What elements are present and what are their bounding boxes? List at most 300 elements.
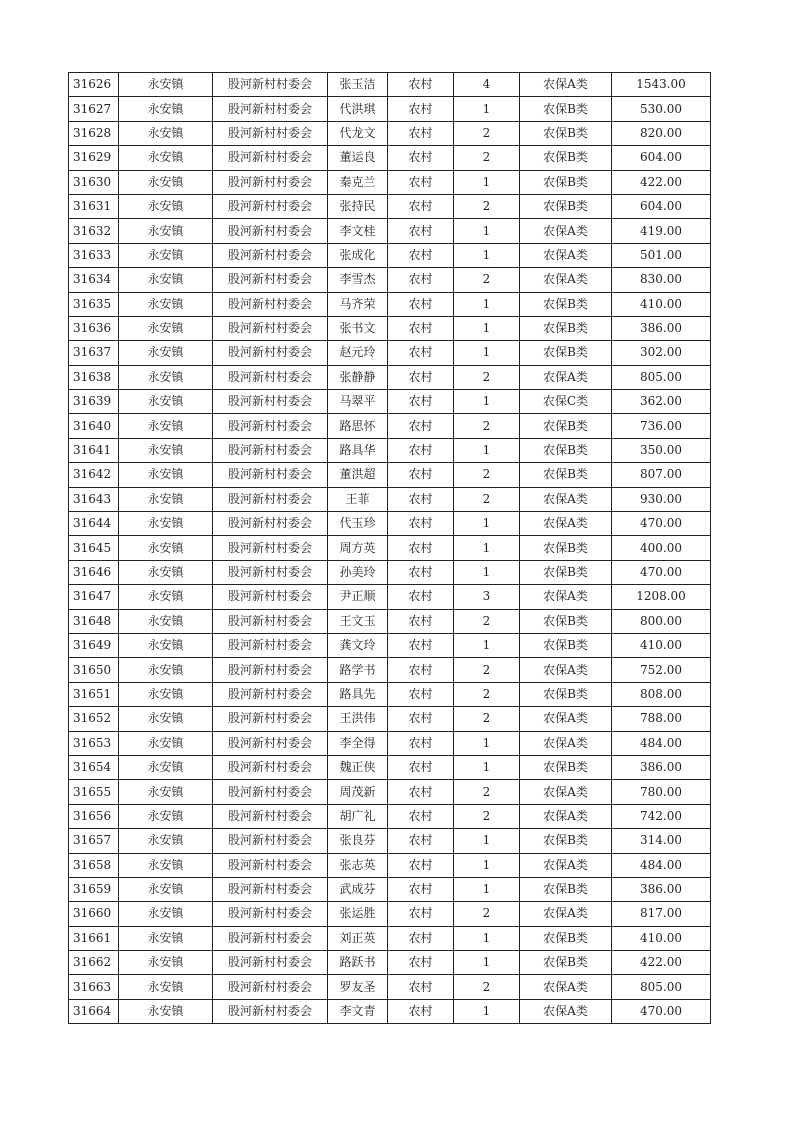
- village-committee-cell: 股河新村村委会: [213, 170, 328, 194]
- insurance-category-cell: 农保A类: [520, 804, 612, 828]
- insurance-category-cell: 农保A类: [520, 902, 612, 926]
- town-cell: 永安镇: [119, 951, 213, 975]
- record-id-cell: 31634: [69, 268, 119, 292]
- village-committee-cell: 股河新村村委会: [213, 341, 328, 365]
- insurance-category-cell: 农保A类: [520, 73, 612, 97]
- village-committee-cell: 股河新村村委会: [213, 390, 328, 414]
- record-id-cell: 31662: [69, 951, 119, 975]
- residence-type-cell: 农村: [388, 975, 454, 999]
- table-row: [69, 682, 711, 706]
- village-committee-cell: 股河新村村委会: [213, 438, 328, 462]
- amount-cell: 530.00: [612, 97, 711, 121]
- town-cell: 永安镇: [119, 121, 213, 145]
- household-size-cell: 2: [454, 414, 520, 438]
- insurance-category-cell: 农保B类: [520, 438, 612, 462]
- residence-type-cell: 农村: [388, 512, 454, 536]
- insurance-category-cell: 农保B类: [520, 194, 612, 218]
- town-cell: 永安镇: [119, 926, 213, 950]
- residence-type-cell: 农村: [388, 560, 454, 584]
- insurance-category-cell: 农保B类: [520, 170, 612, 194]
- record-id-cell: 31629: [69, 146, 119, 170]
- table-row: [69, 804, 711, 828]
- person-name-cell: 刘正英: [328, 926, 388, 950]
- table-row: [69, 243, 711, 267]
- household-size-cell: 2: [454, 463, 520, 487]
- amount-cell: 604.00: [612, 146, 711, 170]
- village-committee-cell: 股河新村村委会: [213, 902, 328, 926]
- insurance-category-cell: 农保B类: [520, 316, 612, 340]
- village-committee-cell: 股河新村村委会: [213, 146, 328, 170]
- table-row: [69, 853, 711, 877]
- village-committee-cell: 股河新村村委会: [213, 951, 328, 975]
- amount-cell: 780.00: [612, 780, 711, 804]
- record-id-cell: 31636: [69, 316, 119, 340]
- table-row: [69, 731, 711, 755]
- insurance-category-cell: 农保B类: [520, 877, 612, 901]
- residence-type-cell: 农村: [388, 853, 454, 877]
- record-id-cell: 31655: [69, 780, 119, 804]
- household-size-cell: 1: [454, 219, 520, 243]
- amount-cell: 930.00: [612, 487, 711, 511]
- household-size-cell: 3: [454, 585, 520, 609]
- household-size-cell: 2: [454, 902, 520, 926]
- record-id-cell: 31640: [69, 414, 119, 438]
- town-cell: 永安镇: [119, 902, 213, 926]
- person-name-cell: 李文桂: [328, 219, 388, 243]
- insurance-category-cell: 农保B类: [520, 633, 612, 657]
- village-committee-cell: 股河新村村委会: [213, 609, 328, 633]
- record-id-cell: 31653: [69, 731, 119, 755]
- record-id-cell: 31657: [69, 829, 119, 853]
- village-committee-cell: 股河新村村委会: [213, 292, 328, 316]
- household-size-cell: 1: [454, 97, 520, 121]
- town-cell: 永安镇: [119, 731, 213, 755]
- table-row: [69, 902, 711, 926]
- benefit-roster-table: [68, 72, 711, 1024]
- insurance-category-cell: 农保A类: [520, 243, 612, 267]
- table-row: [69, 268, 711, 292]
- village-committee-cell: 股河新村村委会: [213, 268, 328, 292]
- person-name-cell: 张静静: [328, 365, 388, 389]
- village-committee-cell: 股河新村村委会: [213, 219, 328, 243]
- insurance-category-cell: 农保B类: [520, 463, 612, 487]
- table-row: [69, 365, 711, 389]
- insurance-category-cell: 农保A类: [520, 853, 612, 877]
- table-row: [69, 463, 711, 487]
- person-name-cell: 代龙文: [328, 121, 388, 145]
- village-committee-cell: 股河新村村委会: [213, 73, 328, 97]
- village-committee-cell: 股河新村村委会: [213, 512, 328, 536]
- residence-type-cell: 农村: [388, 414, 454, 438]
- residence-type-cell: 农村: [388, 170, 454, 194]
- amount-cell: 501.00: [612, 243, 711, 267]
- household-size-cell: 2: [454, 194, 520, 218]
- insurance-category-cell: 农保B类: [520, 829, 612, 853]
- town-cell: 永安镇: [119, 853, 213, 877]
- household-size-cell: 1: [454, 438, 520, 462]
- amount-cell: 817.00: [612, 902, 711, 926]
- person-name-cell: 周方英: [328, 536, 388, 560]
- amount-cell: 386.00: [612, 755, 711, 779]
- residence-type-cell: 农村: [388, 316, 454, 340]
- residence-type-cell: 农村: [388, 487, 454, 511]
- person-name-cell: 魏正侠: [328, 755, 388, 779]
- person-name-cell: 王菲: [328, 487, 388, 511]
- table-row: [69, 414, 711, 438]
- person-name-cell: 代洪琪: [328, 97, 388, 121]
- town-cell: 永安镇: [119, 755, 213, 779]
- household-size-cell: 1: [454, 877, 520, 901]
- town-cell: 永安镇: [119, 487, 213, 511]
- amount-cell: 808.00: [612, 682, 711, 706]
- table-row: [69, 829, 711, 853]
- record-id-cell: 31664: [69, 999, 119, 1023]
- person-name-cell: 王洪伟: [328, 707, 388, 731]
- household-size-cell: 2: [454, 146, 520, 170]
- village-committee-cell: 股河新村村委会: [213, 707, 328, 731]
- village-committee-cell: 股河新村村委会: [213, 97, 328, 121]
- village-committee-cell: 股河新村村委会: [213, 194, 328, 218]
- table-row: [69, 438, 711, 462]
- amount-cell: 422.00: [612, 951, 711, 975]
- insurance-category-cell: 农保B类: [520, 97, 612, 121]
- amount-cell: 410.00: [612, 926, 711, 950]
- town-cell: 永安镇: [119, 804, 213, 828]
- residence-type-cell: 农村: [388, 463, 454, 487]
- town-cell: 永安镇: [119, 536, 213, 560]
- person-name-cell: 孙美玲: [328, 560, 388, 584]
- person-name-cell: 张志英: [328, 853, 388, 877]
- amount-cell: 800.00: [612, 609, 711, 633]
- insurance-category-cell: 农保C类: [520, 390, 612, 414]
- amount-cell: 807.00: [612, 463, 711, 487]
- town-cell: 永安镇: [119, 194, 213, 218]
- household-size-cell: 1: [454, 243, 520, 267]
- village-committee-cell: 股河新村村委会: [213, 633, 328, 657]
- household-size-cell: 2: [454, 121, 520, 145]
- insurance-category-cell: 农保B类: [520, 121, 612, 145]
- village-committee-cell: 股河新村村委会: [213, 658, 328, 682]
- record-id-cell: 31651: [69, 682, 119, 706]
- amount-cell: 484.00: [612, 853, 711, 877]
- insurance-category-cell: 农保A类: [520, 512, 612, 536]
- town-cell: 永安镇: [119, 341, 213, 365]
- village-committee-cell: 股河新村村委会: [213, 853, 328, 877]
- residence-type-cell: 农村: [388, 365, 454, 389]
- amount-cell: 752.00: [612, 658, 711, 682]
- table-row: [69, 926, 711, 950]
- insurance-category-cell: 农保B类: [520, 682, 612, 706]
- insurance-category-cell: 农保A类: [520, 365, 612, 389]
- town-cell: 永安镇: [119, 414, 213, 438]
- town-cell: 永安镇: [119, 463, 213, 487]
- town-cell: 永安镇: [119, 707, 213, 731]
- table-row: [69, 560, 711, 584]
- person-name-cell: 李全得: [328, 731, 388, 755]
- household-size-cell: 1: [454, 560, 520, 584]
- person-name-cell: 胡广礼: [328, 804, 388, 828]
- village-committee-cell: 股河新村村委会: [213, 121, 328, 145]
- record-id-cell: 31635: [69, 292, 119, 316]
- village-committee-cell: 股河新村村委会: [213, 585, 328, 609]
- person-name-cell: 代玉珍: [328, 512, 388, 536]
- village-committee-cell: 股河新村村委会: [213, 414, 328, 438]
- insurance-category-cell: 农保A类: [520, 731, 612, 755]
- record-id-cell: 31638: [69, 365, 119, 389]
- person-name-cell: 罗友圣: [328, 975, 388, 999]
- insurance-category-cell: 农保B类: [520, 609, 612, 633]
- table-row: [69, 877, 711, 901]
- household-size-cell: 2: [454, 780, 520, 804]
- person-name-cell: 赵元玲: [328, 341, 388, 365]
- record-id-cell: 31627: [69, 97, 119, 121]
- record-id-cell: 31649: [69, 633, 119, 657]
- amount-cell: 314.00: [612, 829, 711, 853]
- amount-cell: 1208.00: [612, 585, 711, 609]
- town-cell: 永安镇: [119, 268, 213, 292]
- village-committee-cell: 股河新村村委会: [213, 243, 328, 267]
- table-row: [69, 512, 711, 536]
- record-id-cell: 31639: [69, 390, 119, 414]
- table-row: [69, 316, 711, 340]
- person-name-cell: 马齐荣: [328, 292, 388, 316]
- amount-cell: 470.00: [612, 512, 711, 536]
- amount-cell: 422.00: [612, 170, 711, 194]
- amount-cell: 302.00: [612, 341, 711, 365]
- person-name-cell: 秦克兰: [328, 170, 388, 194]
- record-id-cell: 31652: [69, 707, 119, 731]
- table-row: [69, 390, 711, 414]
- person-name-cell: 张书文: [328, 316, 388, 340]
- table-row: [69, 780, 711, 804]
- record-id-cell: 31659: [69, 877, 119, 901]
- table-row: [69, 341, 711, 365]
- village-committee-cell: 股河新村村委会: [213, 365, 328, 389]
- town-cell: 永安镇: [119, 73, 213, 97]
- amount-cell: 805.00: [612, 365, 711, 389]
- record-id-cell: 31654: [69, 755, 119, 779]
- insurance-category-cell: 农保A类: [520, 487, 612, 511]
- town-cell: 永安镇: [119, 585, 213, 609]
- table-row: [69, 487, 711, 511]
- table-row: [69, 658, 711, 682]
- residence-type-cell: 农村: [388, 97, 454, 121]
- household-size-cell: 1: [454, 512, 520, 536]
- amount-cell: 805.00: [612, 975, 711, 999]
- town-cell: 永安镇: [119, 512, 213, 536]
- insurance-category-cell: 农保B类: [520, 146, 612, 170]
- household-size-cell: 1: [454, 316, 520, 340]
- table-row: [69, 292, 711, 316]
- village-committee-cell: 股河新村村委会: [213, 560, 328, 584]
- household-size-cell: 1: [454, 536, 520, 560]
- insurance-category-cell: 农保B类: [520, 536, 612, 560]
- record-id-cell: 31645: [69, 536, 119, 560]
- residence-type-cell: 农村: [388, 243, 454, 267]
- insurance-category-cell: 农保B类: [520, 292, 612, 316]
- village-committee-cell: 股河新村村委会: [213, 682, 328, 706]
- insurance-category-cell: 农保A类: [520, 975, 612, 999]
- household-size-cell: 2: [454, 707, 520, 731]
- amount-cell: 400.00: [612, 536, 711, 560]
- table-row: [69, 73, 711, 97]
- insurance-category-cell: 农保A类: [520, 707, 612, 731]
- household-size-cell: 1: [454, 829, 520, 853]
- residence-type-cell: 农村: [388, 536, 454, 560]
- table-row: [69, 975, 711, 999]
- amount-cell: 419.00: [612, 219, 711, 243]
- household-size-cell: 2: [454, 658, 520, 682]
- record-id-cell: 31633: [69, 243, 119, 267]
- village-committee-cell: 股河新村村委会: [213, 487, 328, 511]
- amount-cell: 386.00: [612, 316, 711, 340]
- residence-type-cell: 农村: [388, 121, 454, 145]
- amount-cell: 410.00: [612, 633, 711, 657]
- record-id-cell: 31663: [69, 975, 119, 999]
- person-name-cell: 张玉洁: [328, 73, 388, 97]
- table-row: [69, 951, 711, 975]
- amount-cell: 742.00: [612, 804, 711, 828]
- village-committee-cell: 股河新村村委会: [213, 975, 328, 999]
- residence-type-cell: 农村: [388, 194, 454, 218]
- village-committee-cell: 股河新村村委会: [213, 755, 328, 779]
- amount-cell: 484.00: [612, 731, 711, 755]
- residence-type-cell: 农村: [388, 829, 454, 853]
- record-id-cell: 31660: [69, 902, 119, 926]
- residence-type-cell: 农村: [388, 73, 454, 97]
- household-size-cell: 1: [454, 755, 520, 779]
- insurance-category-cell: 农保B类: [520, 926, 612, 950]
- person-name-cell: 尹正顺: [328, 585, 388, 609]
- town-cell: 永安镇: [119, 146, 213, 170]
- record-id-cell: 31632: [69, 219, 119, 243]
- amount-cell: 470.00: [612, 999, 711, 1023]
- household-size-cell: 2: [454, 975, 520, 999]
- amount-cell: 386.00: [612, 877, 711, 901]
- household-size-cell: 1: [454, 341, 520, 365]
- household-size-cell: 1: [454, 633, 520, 657]
- town-cell: 永安镇: [119, 219, 213, 243]
- town-cell: 永安镇: [119, 97, 213, 121]
- household-size-cell: 1: [454, 951, 520, 975]
- table-row: [69, 170, 711, 194]
- record-id-cell: 31626: [69, 73, 119, 97]
- town-cell: 永安镇: [119, 633, 213, 657]
- table-row: [69, 707, 711, 731]
- household-size-cell: 1: [454, 999, 520, 1023]
- record-id-cell: 31641: [69, 438, 119, 462]
- household-size-cell: 2: [454, 804, 520, 828]
- town-cell: 永安镇: [119, 316, 213, 340]
- household-size-cell: 1: [454, 170, 520, 194]
- record-id-cell: 31658: [69, 853, 119, 877]
- insurance-category-cell: 农保B类: [520, 414, 612, 438]
- residence-type-cell: 农村: [388, 609, 454, 633]
- amount-cell: 470.00: [612, 560, 711, 584]
- record-id-cell: 31630: [69, 170, 119, 194]
- town-cell: 永安镇: [119, 560, 213, 584]
- residence-type-cell: 农村: [388, 999, 454, 1023]
- residence-type-cell: 农村: [388, 902, 454, 926]
- record-id-cell: 31646: [69, 560, 119, 584]
- residence-type-cell: 农村: [388, 438, 454, 462]
- household-size-cell: 1: [454, 853, 520, 877]
- insurance-category-cell: 农保B类: [520, 341, 612, 365]
- table-row: [69, 609, 711, 633]
- town-cell: 永安镇: [119, 780, 213, 804]
- person-name-cell: 路跃书: [328, 951, 388, 975]
- amount-cell: 820.00: [612, 121, 711, 145]
- table-row: [69, 999, 711, 1023]
- record-id-cell: 31647: [69, 585, 119, 609]
- record-id-cell: 31642: [69, 463, 119, 487]
- person-name-cell: 王文玉: [328, 609, 388, 633]
- person-name-cell: 路学书: [328, 658, 388, 682]
- residence-type-cell: 农村: [388, 780, 454, 804]
- residence-type-cell: 农村: [388, 682, 454, 706]
- record-id-cell: 31661: [69, 926, 119, 950]
- residence-type-cell: 农村: [388, 219, 454, 243]
- village-committee-cell: 股河新村村委会: [213, 829, 328, 853]
- village-committee-cell: 股河新村村委会: [213, 926, 328, 950]
- residence-type-cell: 农村: [388, 390, 454, 414]
- town-cell: 永安镇: [119, 682, 213, 706]
- insurance-category-cell: 农保A类: [520, 219, 612, 243]
- village-committee-cell: 股河新村村委会: [213, 804, 328, 828]
- insurance-category-cell: 农保A类: [520, 780, 612, 804]
- person-name-cell: 路具先: [328, 682, 388, 706]
- residence-type-cell: 农村: [388, 731, 454, 755]
- record-id-cell: 31643: [69, 487, 119, 511]
- insurance-category-cell: 农保A类: [520, 999, 612, 1023]
- town-cell: 永安镇: [119, 609, 213, 633]
- village-committee-cell: 股河新村村委会: [213, 877, 328, 901]
- residence-type-cell: 农村: [388, 268, 454, 292]
- town-cell: 永安镇: [119, 365, 213, 389]
- table-row: [69, 146, 711, 170]
- person-name-cell: 张持民: [328, 194, 388, 218]
- record-id-cell: 31650: [69, 658, 119, 682]
- town-cell: 永安镇: [119, 829, 213, 853]
- record-id-cell: 31628: [69, 121, 119, 145]
- town-cell: 永安镇: [119, 243, 213, 267]
- insurance-category-cell: 农保A类: [520, 268, 612, 292]
- residence-type-cell: 农村: [388, 707, 454, 731]
- insurance-category-cell: 农保B类: [520, 755, 612, 779]
- table-row: [69, 536, 711, 560]
- village-committee-cell: 股河新村村委会: [213, 463, 328, 487]
- table-row: [69, 585, 711, 609]
- record-id-cell: 31644: [69, 512, 119, 536]
- town-cell: 永安镇: [119, 877, 213, 901]
- amount-cell: 736.00: [612, 414, 711, 438]
- amount-cell: 830.00: [612, 268, 711, 292]
- person-name-cell: 路具华: [328, 438, 388, 462]
- person-name-cell: 龚文玲: [328, 633, 388, 657]
- household-size-cell: 1: [454, 390, 520, 414]
- amount-cell: 362.00: [612, 390, 711, 414]
- residence-type-cell: 农村: [388, 146, 454, 170]
- village-committee-cell: 股河新村村委会: [213, 536, 328, 560]
- person-name-cell: 路思怀: [328, 414, 388, 438]
- insurance-category-cell: 农保B类: [520, 951, 612, 975]
- person-name-cell: 董运良: [328, 146, 388, 170]
- town-cell: 永安镇: [119, 658, 213, 682]
- amount-cell: 410.00: [612, 292, 711, 316]
- person-name-cell: 张运胜: [328, 902, 388, 926]
- household-size-cell: 4: [454, 73, 520, 97]
- household-size-cell: 2: [454, 487, 520, 511]
